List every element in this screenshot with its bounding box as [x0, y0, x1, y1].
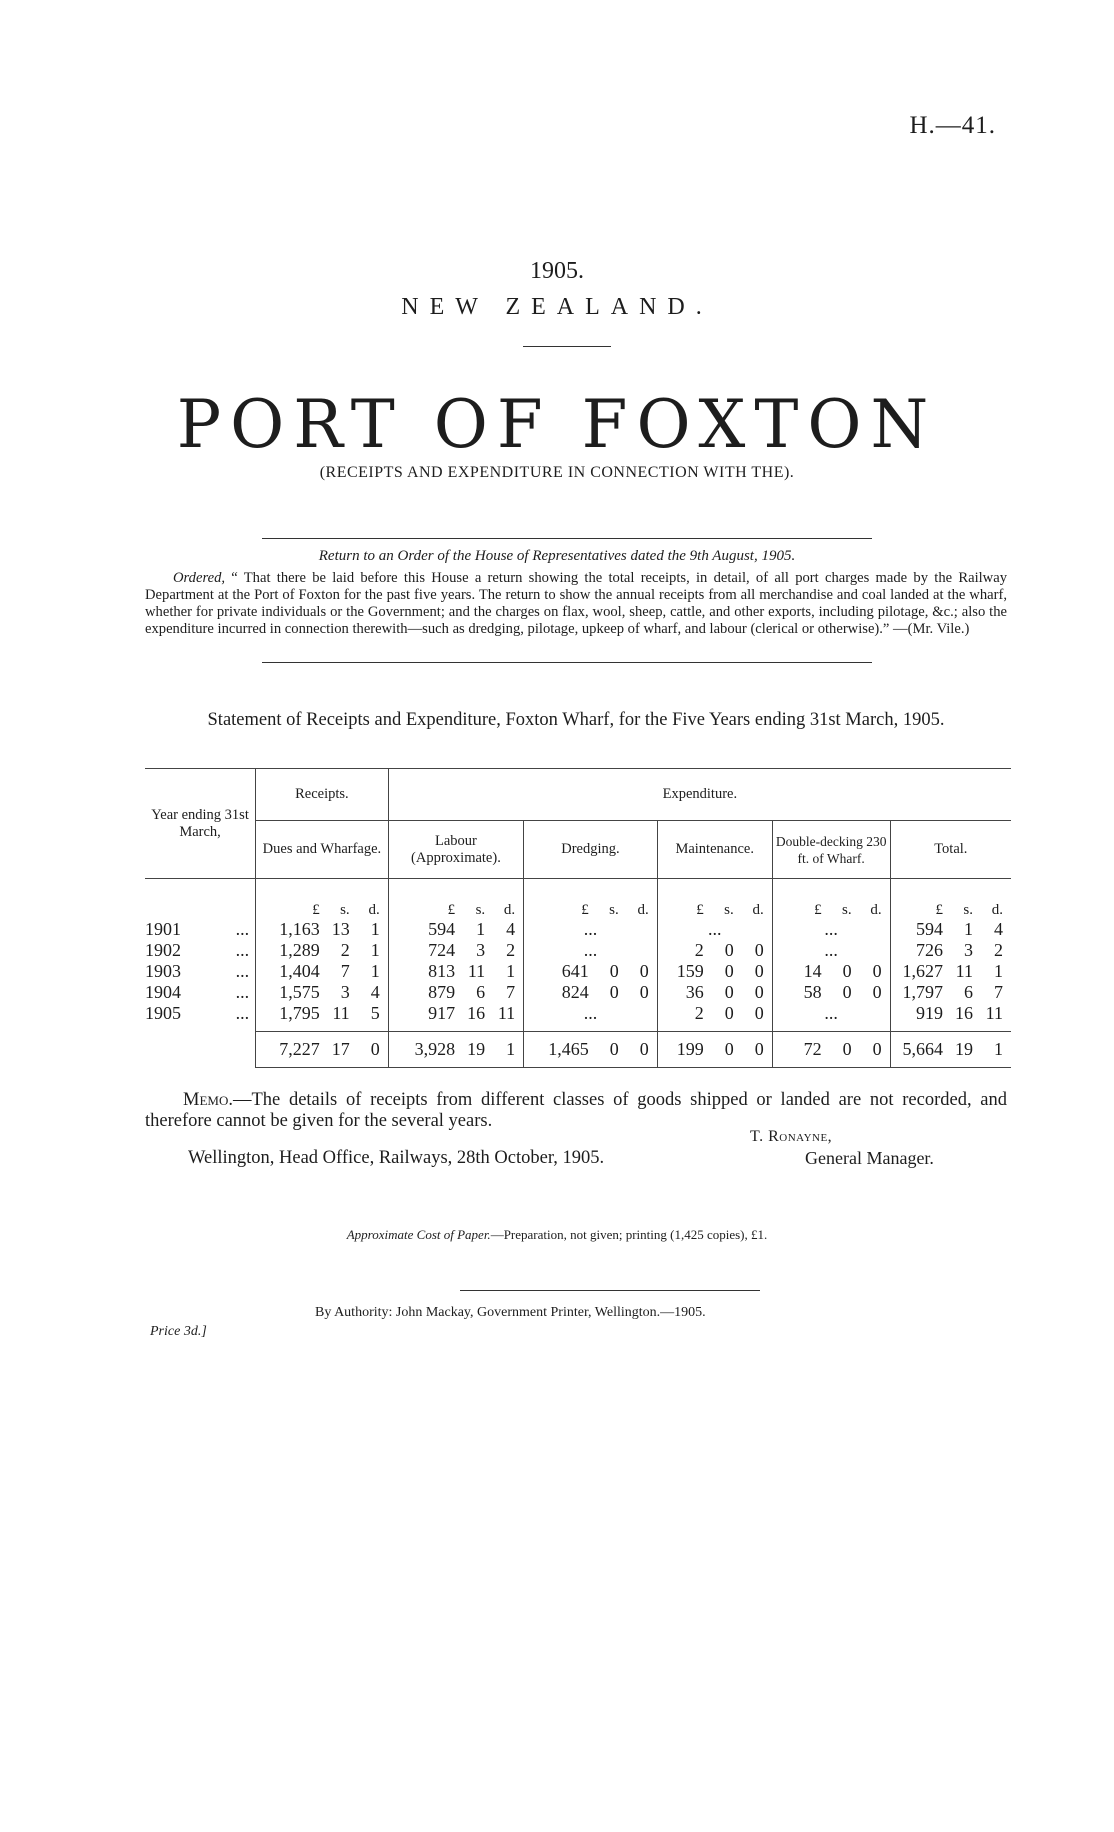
money-cell: [388, 940, 523, 961]
money-cell: [256, 919, 389, 940]
amount-pounds: 2: [694, 939, 704, 960]
year-label: 1902: [145, 939, 181, 960]
amount-pence: 0: [639, 981, 649, 1002]
amount-pence: 1: [506, 1039, 516, 1059]
unit-label: £: [581, 901, 589, 918]
amount-pounds: 1,797: [902, 981, 943, 1002]
table-row: [145, 961, 1011, 982]
unit-label: £: [447, 901, 456, 918]
leader-dots: ...: [235, 939, 250, 960]
amount-pounds: 1,163: [279, 918, 320, 939]
memo-text: —The details of receipts from different classes of goods shipped or landed are not recorded, and therefore cannot be given for the several years.: [145, 1090, 1007, 1131]
amount-pence: 1: [506, 960, 516, 981]
unit-cell-empty: [145, 879, 256, 919]
amount-shillings: 7: [340, 960, 350, 981]
table-row: [145, 982, 1011, 1003]
spacer-cell: [772, 1024, 890, 1032]
divider: [262, 662, 872, 663]
empty-value-dots: ...: [524, 940, 658, 961]
unit-label: s.: [724, 901, 734, 918]
amount-pounds: 917: [428, 1002, 456, 1023]
money-cell: [256, 940, 389, 961]
money-cell: [772, 1032, 890, 1068]
amount-pounds: 594: [916, 918, 943, 939]
unit-label: s.: [609, 901, 619, 918]
amount-pence: 11: [497, 1002, 516, 1023]
page-title: PORT OF FOXTON: [176, 386, 938, 463]
statement-heading: Statement of Receipts and Expenditure, Foxton Wharf, for the Five Years ending 31st March, 1905.: [207, 710, 945, 730]
amount-pence: 4: [994, 918, 1003, 939]
amount-pence: 1: [370, 939, 380, 960]
amount-pence: 1: [994, 960, 1003, 981]
unit-label: d.: [503, 901, 516, 918]
divider: [460, 1290, 760, 1291]
unit-label: £: [935, 901, 943, 918]
amount-pence: 0: [370, 1039, 380, 1059]
year-cell: [145, 940, 256, 961]
unit-label: £: [814, 901, 822, 918]
year-cell: [145, 1003, 256, 1024]
unit-label: d.: [637, 901, 649, 918]
amount-shillings: 1: [476, 918, 486, 939]
amount-shillings: 3: [476, 939, 486, 960]
amount-pounds: 1,795: [279, 1002, 320, 1023]
amount-shillings: 0: [609, 981, 619, 1002]
amount-shillings: 19: [467, 1039, 486, 1059]
amount-pence: 0: [754, 1039, 764, 1059]
amount-pence: 0: [872, 1039, 882, 1059]
amount-shillings: 11: [955, 960, 973, 981]
amount-shillings: 0: [724, 960, 734, 981]
amount-pounds: 58: [803, 981, 822, 1002]
amount-pence: 0: [872, 981, 882, 1002]
order-paragraph: [145, 570, 1007, 638]
amount-pounds: 7,227: [279, 1039, 320, 1059]
amount-pence: 0: [872, 960, 882, 981]
year-label: 1903: [145, 960, 181, 981]
approx-cost-label: Approximate Cost of Paper.: [346, 1227, 491, 1242]
amount-pounds: 2: [694, 1002, 704, 1023]
year-cell: [145, 919, 256, 940]
money-cell: [256, 961, 389, 982]
amount-shillings: 3: [340, 981, 350, 1002]
amount-shillings: 2: [340, 939, 350, 960]
money-cell: [890, 919, 1011, 940]
unit-cell: [657, 879, 772, 919]
ordered-word: Ordered,: [173, 570, 226, 586]
money-cell: [256, 1003, 389, 1024]
amount-pounds: 1,465: [548, 1039, 589, 1059]
money-cell: [388, 961, 523, 982]
empty-value-dots: ...: [772, 919, 890, 940]
place-date: Wellington, Head Office, Railways, 28th October, 1905.: [188, 1148, 605, 1168]
statement-table: [145, 768, 1011, 1068]
amount-pounds: 3,928: [414, 1039, 456, 1059]
unit-label: s.: [842, 901, 852, 918]
empty-value-dots: ...: [772, 1003, 890, 1024]
totals-label-cell: [145, 1032, 256, 1068]
amount-pence: 2: [506, 939, 516, 960]
leader-dots: ...: [235, 960, 250, 981]
page-id: H.—41.: [909, 112, 996, 139]
amount-pounds: 1,404: [279, 960, 320, 981]
amount-pounds: 724: [428, 939, 456, 960]
unit-label: £: [312, 901, 320, 918]
spacer-cell: [145, 1024, 256, 1032]
amount-pence: 4: [506, 918, 516, 939]
spacer-cell: [388, 1024, 523, 1032]
amount-shillings: 0: [724, 1002, 734, 1023]
price-note: Price 3d.]: [150, 1324, 207, 1339]
totals-row: [145, 1032, 1011, 1068]
money-cell: [256, 1032, 389, 1068]
col-total-header: Total.: [890, 821, 1011, 879]
money-cell: [772, 982, 890, 1003]
amount-shillings: 16: [955, 1002, 973, 1023]
money-cell: [524, 961, 658, 982]
amount-shillings: 11: [467, 960, 486, 981]
amount-pounds: 5,664: [902, 1039, 943, 1059]
amount-pence: 0: [754, 981, 764, 1002]
amount-pounds: 36: [685, 981, 704, 1002]
amount-shillings: 11: [332, 1002, 350, 1023]
amount-shillings: 6: [476, 981, 486, 1002]
receipts-group-header: Receipts.: [256, 769, 389, 821]
return-order-line: Return to an Order of the House of Representatives dated the 9th August, 1905.: [318, 548, 796, 564]
signature-title: General Manager.: [805, 1148, 934, 1168]
col-year-header: Year ending 31st March,: [145, 769, 256, 879]
unit-label: s.: [475, 901, 486, 918]
money-cell: [388, 1003, 523, 1024]
approx-cost-text: —Preparation, not given; printing (1,425 copies), £1.: [490, 1227, 768, 1242]
amount-pounds: 159: [676, 960, 704, 981]
money-cell: [657, 961, 772, 982]
spacer-cell: [890, 1024, 1011, 1032]
country-heading: NEW ZEALAND.: [401, 294, 713, 320]
amount-pence: 0: [639, 960, 649, 981]
amount-pounds: 1,289: [279, 939, 320, 960]
year-cell: [145, 961, 256, 982]
table-body: [145, 879, 1011, 1068]
amount-pence: 0: [639, 1039, 649, 1059]
unit-cell: [524, 879, 658, 919]
amount-shillings: 0: [724, 981, 734, 1002]
empty-value-dots: ...: [772, 940, 890, 961]
money-cell: [388, 1032, 523, 1068]
money-cell: [657, 1003, 772, 1024]
order-text: “ That there be laid before this House a return showing the total receipts, in detail, of all port charges made by the Railway Department at the Port of Foxton for the past five years. The return to show the annual receipts from all merchandise and coal landed at the wharf, whether for private individuals or the Government; and the charges on flax, wool, sheep, cattle, and other exports, including pilotage, &c.; also the expenditure incurred in connection therewith—such as dredging, pilotage, upkeep of wharf, and labour (clerical or otherwise).” —(Mr. Vile.): [145, 570, 1007, 637]
amount-pence: 0: [754, 1002, 764, 1023]
amount-pence: 1: [370, 960, 380, 981]
money-cell: [890, 1003, 1011, 1024]
col-maintenance-header: Maintenance.: [657, 821, 772, 879]
money-cell: [657, 982, 772, 1003]
amount-pounds: 14: [803, 960, 822, 981]
amount-shillings: 0: [842, 960, 852, 981]
unit-label: d.: [752, 901, 764, 918]
approx-cost-line: [0, 1227, 1114, 1243]
amount-pence: 4: [370, 981, 380, 1002]
money-cell: [657, 940, 772, 961]
amount-pounds: 813: [428, 960, 456, 981]
page-subtitle: (RECEIPTS AND EXPENDITURE IN CONNECTION WITH THE).: [319, 464, 795, 481]
money-cell: [256, 982, 389, 1003]
memo-label: Memo.: [183, 1090, 233, 1110]
table-row: [145, 919, 1011, 940]
year-cell: [145, 982, 256, 1003]
table-row: [145, 1003, 1011, 1024]
money-cell: [388, 919, 523, 940]
year-heading: 1905.: [530, 258, 584, 284]
money-cell: [657, 1032, 772, 1068]
divider: [262, 538, 872, 539]
amount-shillings: 0: [724, 1039, 734, 1059]
unit-row: [145, 879, 1011, 919]
money-cell: [524, 982, 658, 1003]
leader-dots: ...: [235, 1002, 250, 1023]
amount-shillings: 1: [964, 918, 973, 939]
amount-pounds: 1,627: [902, 960, 943, 981]
leader-dots: ...: [235, 918, 250, 939]
amount-pounds: 879: [428, 981, 456, 1002]
amount-pounds: 641: [561, 960, 589, 981]
unit-label: d.: [991, 901, 1003, 918]
amount-pounds: 594: [428, 918, 456, 939]
signature-name: T. Ronayne,: [750, 1128, 833, 1145]
amount-pounds: 1,575: [279, 981, 320, 1002]
money-cell: [890, 982, 1011, 1003]
amount-pounds: 199: [676, 1039, 704, 1059]
amount-shillings: 0: [724, 939, 734, 960]
amount-pence: 7: [994, 981, 1003, 1002]
money-cell: [890, 961, 1011, 982]
table-row: [145, 940, 1011, 961]
amount-shillings: 0: [609, 1039, 619, 1059]
amount-pence: 1: [994, 1039, 1003, 1059]
amount-pounds: 824: [561, 981, 589, 1002]
amount-shillings: 0: [609, 960, 619, 981]
spacer-cell: [657, 1024, 772, 1032]
year-label: 1904: [145, 981, 181, 1002]
amount-pence: 0: [754, 939, 764, 960]
amount-pounds: 72: [803, 1039, 822, 1059]
amount-pence: 11: [985, 1002, 1003, 1023]
empty-value-dots: ...: [524, 1003, 658, 1024]
spacer-cell: [256, 1024, 389, 1032]
unit-label: d.: [368, 901, 380, 918]
amount-shillings: 6: [964, 981, 973, 1002]
unit-label: s.: [340, 901, 350, 918]
amount-shillings: 17: [331, 1039, 350, 1059]
amount-shillings: 3: [964, 939, 973, 960]
unit-cell: [256, 879, 389, 919]
unit-cell: [388, 879, 523, 919]
unit-cell: [890, 879, 1011, 919]
memo-paragraph: [145, 1090, 1007, 1132]
money-cell: [890, 1032, 1011, 1068]
amount-shillings: 19: [955, 1039, 973, 1059]
col-dredging-header: Dredging.: [524, 821, 658, 879]
amount-pounds: 919: [916, 1002, 943, 1023]
unit-label: £: [696, 901, 704, 918]
amount-shillings: 0: [842, 981, 852, 1002]
amount-pence: 1: [370, 918, 380, 939]
spacer-cell: [524, 1024, 658, 1032]
amount-shillings: 13: [331, 918, 350, 939]
unit-label: s.: [963, 901, 973, 918]
unit-cell: [772, 879, 890, 919]
spacer-row: [145, 1024, 1011, 1032]
amount-pence: 0: [754, 960, 764, 981]
divider: [523, 346, 611, 347]
amount-shillings: 16: [467, 1002, 486, 1023]
col-dues-header: Dues and Wharfage.: [256, 821, 389, 879]
amount-pounds: 726: [916, 939, 943, 960]
amount-shillings: 0: [842, 1039, 852, 1059]
empty-value-dots: ...: [524, 919, 658, 940]
amount-pence: 7: [506, 981, 516, 1002]
money-cell: [890, 940, 1011, 961]
unit-label: d.: [870, 901, 882, 918]
col-labour-header: Labour (Approximate).: [388, 821, 523, 879]
empty-value-dots: ...: [657, 919, 772, 940]
amount-pence: 5: [370, 1002, 380, 1023]
leader-dots: ...: [235, 981, 250, 1002]
col-double-decking-header: Double-decking 230 ft. of Wharf.: [772, 821, 890, 879]
expenditure-group-header: Expenditure.: [388, 769, 1011, 821]
authority-line: By Authority: John Mackay, Government Printer, Wellington.—1905.: [315, 1305, 706, 1320]
money-cell: [772, 961, 890, 982]
money-cell: [524, 1032, 658, 1068]
year-label: 1905: [145, 1002, 181, 1023]
year-label: 1901: [145, 918, 181, 939]
amount-pence: 2: [994, 939, 1003, 960]
money-cell: [388, 982, 523, 1003]
